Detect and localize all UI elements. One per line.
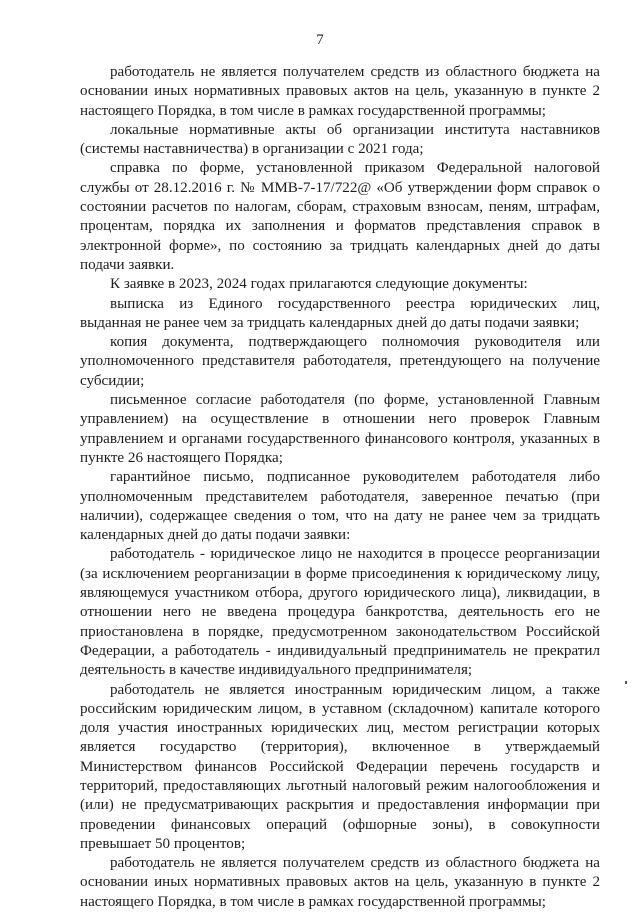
text-line: К заявке в 2023, 2024 годах прилагаются следующие документы: [110,276,528,293]
text-line: работодатель не является иностранным юридическим лицом, а также [110,681,600,698]
paragraph [80,545,600,680]
paragraph [80,159,600,275]
paragraph [80,333,600,391]
text-line: письменное согласие работодателя (по форме, установленной Главным [110,392,600,409]
paragraph [80,121,600,160]
text-line: электронной форме», по состоянию за тридцать календарных дней до даты [80,237,600,254]
text-line: работодатель не является получателем средств из областного бюджета на [110,855,600,872]
text-line: (системы наставничества) в организации с 2021 года; [80,141,424,158]
text-line: Министерством финансов Российской Федерации перечень государств и [80,758,600,775]
text-line: уполномоченного представителя работодателя, претендующего на получение [80,353,600,370]
text-line: наличии), содержащее сведения о том, что на дату не ранее чем за тридцать [80,507,600,524]
paragraph [80,854,600,912]
text-line: Федерации, а работодатель - индивидуальный предприниматель не прекратил [80,642,600,659]
text-line: (или) не предусматривающих раскрытия и предоставления информации при [80,797,600,814]
page-number: 7 [316,32,324,48]
text-line: превышает 50 процентов; [80,835,246,852]
text-line: настоящего Порядка, в том числе в рамках государственной программы; [80,102,546,119]
text-line: пункте 26 настоящего Порядка; [80,449,283,466]
paragraph [80,295,600,334]
text-line: локальные нормативные акты об организации института наставников [110,121,600,138]
text-line: отношении него не введена процедура банкротства, деятельность его не [80,604,600,621]
scan-mark [625,681,627,684]
text-line: справка по форме, установленной приказом Федеральной налоговой [110,160,600,177]
document-body [80,63,600,912]
text-line: являющемуся участником отбора, другого юридического лица), ликвидации, в [80,585,600,602]
paragraph [80,275,600,294]
text-line: выписка из Единого государственного реестра юридических лиц, [110,295,600,312]
text-line: календарных дней до даты подачи заявки: [80,527,351,544]
text-line: приостановлена в порядке, предусмотренном законодательством Российской [80,623,600,640]
text-line: управлением и органами государственного финансового контроля, указанных в [80,430,600,447]
text-line: службы от 28.12.2016 г. № ММВ-7-17/722@ «Об утверждении форм справок о [80,179,600,196]
text-line: субсидии; [80,372,145,389]
text-line: гарантийное письмо, подписанное руководителем работодателя либо [110,469,600,486]
text-line: работодатель не является получателем средств из областного бюджета на [110,64,600,80]
text-line: российским юридическим лицом, в уставном (складочном) капитале которого [80,700,600,717]
text-line: (за исключением реорганизации в форме присоединения к юридическому лицу, [80,565,600,582]
paragraph [80,63,600,121]
text-line: состоянии расчетов по налогам, сборам, страховым взносам, пеням, штрафам, [80,199,600,216]
text-line: работодатель - юридическое лицо не находится в процессе реорганизации [110,546,600,563]
text-line: управлением) на осуществление в отношении него проверок Главным [80,411,600,428]
paragraph [80,391,600,468]
text-line: настоящего Порядка, в том числе в рамках государственной программы; [80,893,546,910]
text-line: копия документа, подтверждающего полномочия руководителя или [110,334,600,351]
text-line: процентам, порядка их заполнения и форматов представления справок в [80,218,600,235]
text-line: проведении финансовых операций (офшорные зоны), в совокупности [80,816,600,833]
paragraph [80,681,600,855]
text-line: деятельность в качестве индивидуального предпринимателя; [80,662,473,679]
text-line: является государство (территория), включенное в утверждаемый [80,739,600,756]
text-line: подачи заявки. [80,256,175,273]
text-line: территорий, предоставляющих льготный налоговый режим налогообложения и [80,777,600,794]
text-line: выданная не ранее чем за тридцать календарных дней до даты подачи заявки; [80,314,580,331]
text-line: основании иных нормативных правовых актов на цель, указанную в пункте 2 [80,83,600,100]
paragraph [80,468,600,545]
text-line: доля участия иностранных юридических лиц, местом регистрации которых [80,720,600,737]
text-line: основании иных нормативных правовых актов на цель, указанную в пункте 2 [80,874,600,891]
text-line: уполномоченным представителем работодателя, заверенное печатью (при [80,488,600,505]
